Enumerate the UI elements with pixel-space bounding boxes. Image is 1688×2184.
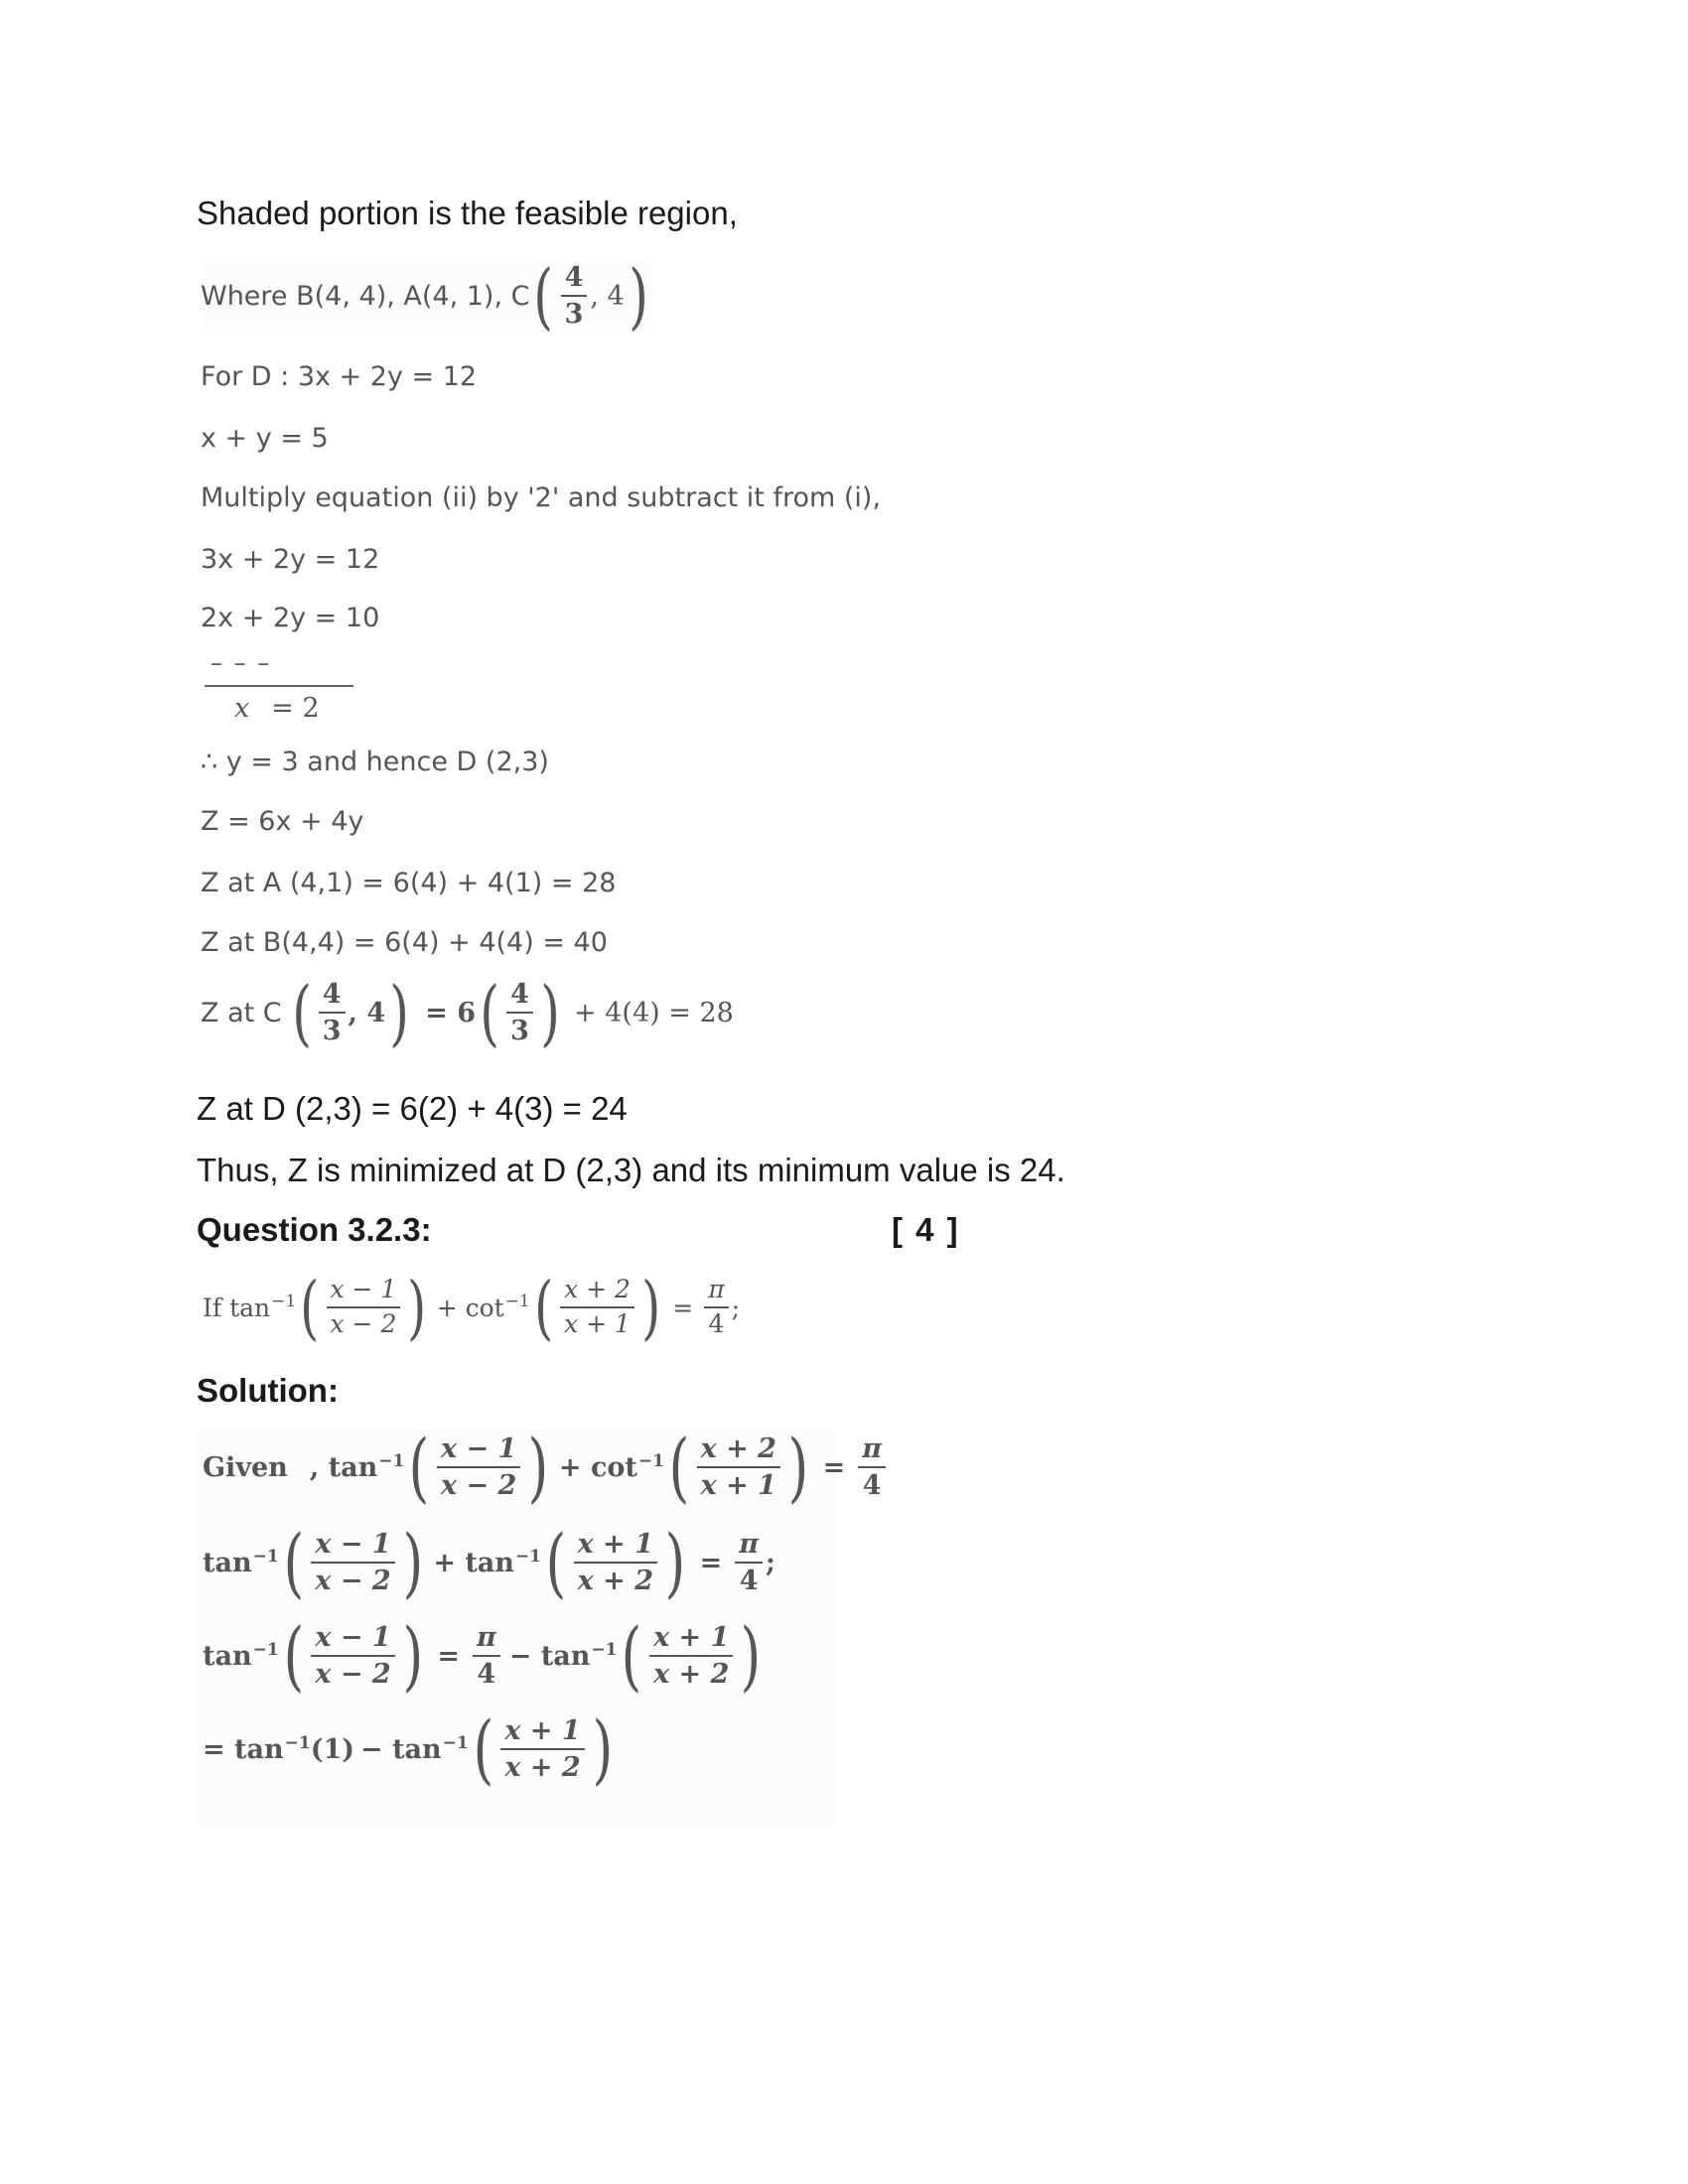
fraction-x-plus-1-over-x-plus-2: $\frac{x + 1}{x + 2}$	[649, 1622, 733, 1690]
fraction-x-plus-1-over-x-plus-2: $\frac{x + 1}{x + 2}$	[574, 1529, 657, 1596]
therefore-line: ∴ y = 3 and hence D (2,3)	[201, 747, 549, 777]
subtraction-result: x = 2	[234, 693, 320, 724]
fraction-x-minus-1-over-x-minus-2: $\frac{x - 1}{x - 2}$	[311, 1529, 394, 1596]
solution-line-4: = tan −1 (1) − tan −1 ( $\frac{x + 1}{x + 2}$ )	[203, 1705, 613, 1793]
fraction-pi-over-4: $\frac{\pi}{4}$	[473, 1622, 500, 1690]
vertices-prefix: Where B(4, 4), A(4, 1), C	[201, 280, 530, 312]
fraction-4-3: $\frac{4}{3}$	[506, 979, 533, 1046]
equation-b: 2x + 2y = 10	[201, 603, 380, 633]
conclusion: Thus, Z is minimized at D (2,3) and its minimum value is 24.	[197, 1152, 1065, 1188]
for-d-equation: For D : 3x + 2y = 12	[201, 361, 478, 392]
equation-ii: x + y = 5	[201, 423, 329, 454]
vertices-line: Where B(4, 4), A(4, 1), C ( $\frac{4}{3}$ , 4 )	[201, 260, 652, 332]
fraction-x-plus-2-over-x-plus-1: $\frac{x + 2}{x + 1}$	[560, 1276, 634, 1339]
fraction-4-3: $\frac{4}{3}$	[561, 262, 588, 330]
intro-text: Shaded portion is the feasible region,	[197, 195, 738, 231]
z-at-a: Z at A (4,1) = 6(4) + 4(1) = 28	[201, 868, 617, 898]
objective-function: Z = 6x + 4y	[201, 806, 364, 837]
z-at-d: Z at D (2,3) = 6(2) + 4(3) = 24	[197, 1090, 628, 1127]
fraction-x-minus-1-over-x-minus-2: $\frac{x - 1}{x - 2}$	[437, 1433, 520, 1501]
solution-line-3: tan −1 ( $\frac{x - 1}{x - 2}$ ) = $\frac{\pi}{4}$ − tan −1 ( $\frac{x + 1}{x + 2}$ )	[203, 1611, 762, 1700]
question-statement: If tan −1 ( $\frac{x - 1}{x - 2}$ ) + cot −1 ( $\frac{x + 2}{x + 1}$ ) = $\frac{\pi}{4}$ ;	[203, 1267, 741, 1348]
minus-signs: – – –	[211, 649, 272, 677]
fraction-x-plus-1-over-x-plus-2: $\frac{x + 1}{x + 2}$	[500, 1715, 584, 1783]
fraction-pi-over-4: $\frac{\pi}{4}$	[858, 1433, 886, 1501]
question-label: Question 3.2.3:	[197, 1211, 432, 1248]
fraction-pi-over-4: $\frac{\pi}{4}$	[735, 1529, 763, 1596]
fraction-x-minus-1-over-x-minus-2: $\frac{x - 1}{x - 2}$	[311, 1622, 394, 1690]
fraction-x-plus-2-over-x-plus-1: $\frac{x + 2}{x + 1}$	[697, 1433, 780, 1501]
z-at-c: Z at C ( $\frac{4}{3}$ , 4 ) = 6 ( $\frac{4}{3}$ ) + 4(4) = 28	[201, 971, 734, 1054]
subtraction-rule	[205, 685, 353, 687]
fraction-x-minus-1-over-x-minus-2: $\frac{x - 1}{x - 2}$	[327, 1276, 401, 1339]
fraction-pi-over-4: $\frac{\pi}{4}$	[704, 1276, 728, 1339]
solution-line-1: Given , tan −1 ( $\frac{x - 1}{x - 2}$ ) + cot −1 ( $\frac{x + 2}{x + 1}$ ) = $\frac{\pi}{4}$	[203, 1430, 889, 1505]
solution-label: Solution:	[197, 1372, 339, 1409]
question-marks: [ 4 ]	[892, 1211, 960, 1248]
fraction-4-3: $\frac{4}{3}$	[319, 979, 346, 1046]
multiply-instruction: Multiply equation (ii) by '2' and subtract it from (i),	[201, 482, 882, 513]
solution-line-2: tan −1 ( $\frac{x - 1}{x - 2}$ ) + tan −1 ( $\frac{x + 1}{x + 2}$ ) = $\frac{\pi}{4}$ ;	[203, 1518, 775, 1606]
z-at-b: Z at B(4,4) = 6(4) + 4(4) = 40	[201, 927, 608, 958]
equation-a: 3x + 2y = 12	[201, 544, 380, 575]
